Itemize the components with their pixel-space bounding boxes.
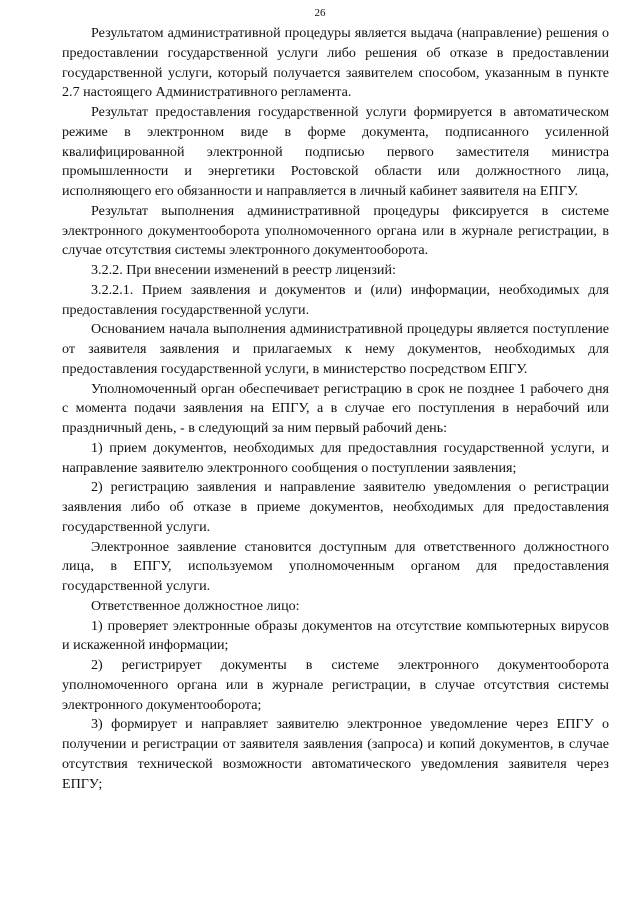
section-heading: 3.2.2. При внесении изменений в реестр лицензий:	[91, 262, 396, 278]
paragraph: Результат предоставления государственной услуги формируется в автоматическом режиме в электронном виде в форме документа, подписанного усиленной квалифицированной электронной подписью первого заместителя министра промышленности и энергетики Ростовской области или должностного лица, исполняющего его обязанности и направляется в личный кабинет заявителя на ЕПГУ.	[62, 104, 609, 199]
list-item: 3) формирует и направляет заявителю электронное уведомление через ЕПГУ о получении и регистрации от заявителя заявления (запроса) и копий документов, в случае отсутствия технической возможности автоматического уведомления заявителя через ЕПГУ;	[62, 716, 609, 792]
list-item: 1) прием документов, необходимых для предоставлния государственной услуги, и направление заявителю электронного сообщения о поступлении заявления;	[62, 439, 609, 476]
list-item: 2) регистрирует документы в системе электронного документооборота уполномоченного органа или в журнале регистрации, в случае отсутствия системы электронного документооборота;	[62, 657, 609, 713]
list-item: 2) регистрацию заявления и направление заявителю уведомления о регистрации заявления либо об отказе в приеме документов, необходимых для предоставления государственной услуги.	[62, 479, 609, 535]
paragraph: Результат выполнения административной процедуры фиксируется в системе электронного документооборота уполномоченного органа или в журнале регистрации, в случае отсутствия системы электронного документооборота.	[62, 202, 609, 259]
page-number: 26	[314, 7, 326, 19]
paragraph: Электронное заявление становится доступным для ответственного должностного лица, в ЕПГУ, используемом уполномоченным органом для предоставления государственной услуги.	[62, 538, 609, 594]
document-body	[62, 24, 609, 794]
subsection-heading: 3.2.2.1. Прием заявления и документов и (или) информации, необходимых для предоставления государственной услуги.	[62, 281, 609, 318]
list-item: 1) проверяет электронные образы документов на отсутствие компьютерных вирусов и искаженной информации;	[62, 617, 609, 654]
paragraph: Основанием начала выполнения административной процедуры является поступление от заявителя заявления и прилагаемых к нему документов, необходимых для предоставления государственной услуги, в министерство посредством ЕПГУ.	[62, 321, 609, 377]
paragraph: Результатом административной процедуры является выдача (направление) решения о предоставлении государственной услуги либо решения об отказе в предоставлении государственной услуги, который получается заявителем способом, указанным в пункте 2.7 настоящего Административного регламента.	[62, 25, 609, 101]
paragraph: Ответственное должностное лицо:	[91, 597, 300, 614]
paragraph: Уполномоченный орган обеспечивает регистрацию в срок не позднее 1 рабочего дня с момента подачи заявления на ЕПГУ, а в случае его поступления в нерабочий или праздничный день, - в следующий за ним первый рабочий день:	[62, 380, 609, 436]
